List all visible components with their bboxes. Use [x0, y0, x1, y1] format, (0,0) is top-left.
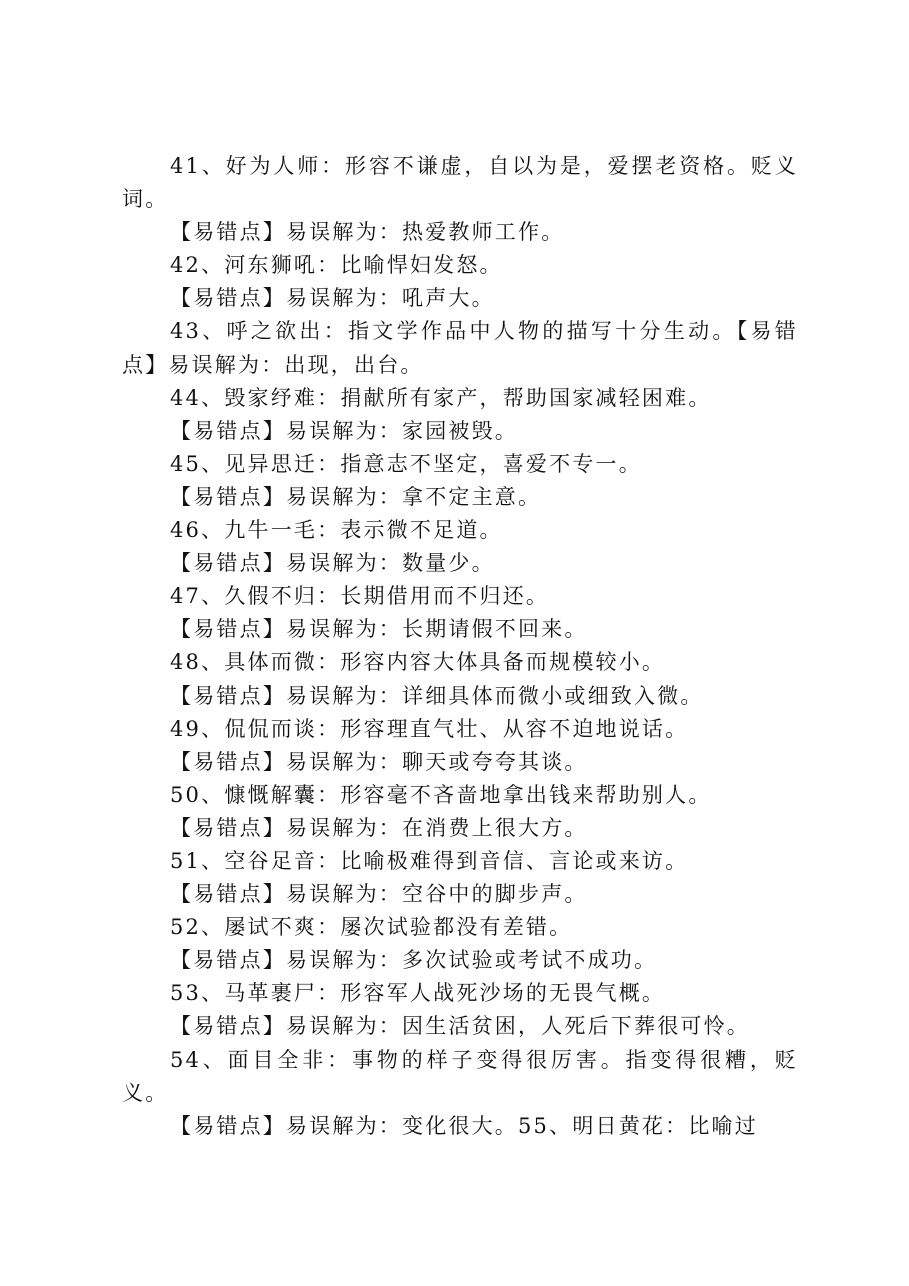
paragraph-45-definition: 45、见异思迁：指意志不坚定，喜爱不专一。 — [170, 451, 642, 476]
paragraph-47-error-point: 【易错点】易误解为：长期请假不回来。 — [170, 617, 588, 642]
paragraph-43-definition: 43、呼之欲出：指文学作品中人物的描写十分生动。【易错点】易误解为：出现，出台。 — [122, 319, 798, 377]
paragraph-50-error-point: 【易错点】易误解为：在消费上很大方。 — [170, 815, 588, 840]
paragraph-53-definition: 53、马革裹尸：形容军人战死沙场的无畏气概。 — [170, 981, 666, 1006]
paragraph-46-definition: 46、九牛一毛：表示微不足道。 — [170, 518, 503, 543]
paragraph-42-error-point: 【易错点】易误解为：吼声大。 — [170, 286, 495, 311]
paragraph-50-definition: 50、慷慨解囊：形容毫不吝啬地拿出钱来帮助别人。 — [170, 782, 712, 807]
paragraph-53-error-point: 【易错点】易误解为：因生活贫困，人死后下葬很可怜。 — [170, 1014, 750, 1039]
paragraph-54-definition: 54、面目全非：事物的样子变得很厉害。指变得很糟，贬义。 — [122, 1047, 798, 1105]
paragraph-45-error-point: 【易错点】易误解为：拿不定主意。 — [170, 484, 542, 509]
paragraph-51-error-point: 【易错点】易误解为：空谷中的脚步声。 — [170, 882, 588, 907]
paragraph-49-definition: 49、侃侃而谈：形容理直气壮、从容不迫地说话。 — [170, 716, 689, 741]
paragraph-42-definition: 42、河东狮吼：比喻悍妇发怒。 — [170, 253, 503, 278]
document-body — [122, 150, 798, 1143]
paragraph-49-error-point: 【易错点】易误解为：聊天或夸夸其谈。 — [170, 749, 588, 774]
paragraph-48-definition: 48、具体而微：形容内容大体具备而规模较小。 — [170, 650, 666, 675]
paragraph-51-definition: 51、空谷足音：比喻极难得到音信、言论或来访。 — [170, 848, 689, 873]
paragraph-41-error-point: 【易错点】易误解为：热爱教师工作。 — [170, 220, 565, 245]
paragraph-52-error-point: 【易错点】易误解为：多次试验或考试不成功。 — [170, 948, 658, 973]
paragraph-46-error-point: 【易错点】易误解为：数量少。 — [170, 551, 495, 576]
paragraph-44-error-point: 【易错点】易误解为：家园被毁。 — [170, 418, 518, 443]
paragraph-54-error-point: 【易错点】易误解为：变化很大。55、明日黄花：比喻过 — [170, 1113, 758, 1138]
paragraph-44-definition: 44、毁家纾难：捐献所有家产，帮助国家减轻困难。 — [170, 385, 712, 410]
paragraph-48-error-point: 【易错点】易误解为：详细具体而微小或细致入微。 — [170, 683, 704, 708]
paragraph-41-definition: 41、好为人师：形容不谦虚，自以为是，爱摆老资格。贬义词。 — [122, 154, 798, 212]
paragraph-47-definition: 47、久假不归：长期借用而不归还。 — [170, 584, 550, 609]
paragraph-52-definition: 52、屡试不爽：屡次试验都没有差错。 — [170, 915, 573, 940]
